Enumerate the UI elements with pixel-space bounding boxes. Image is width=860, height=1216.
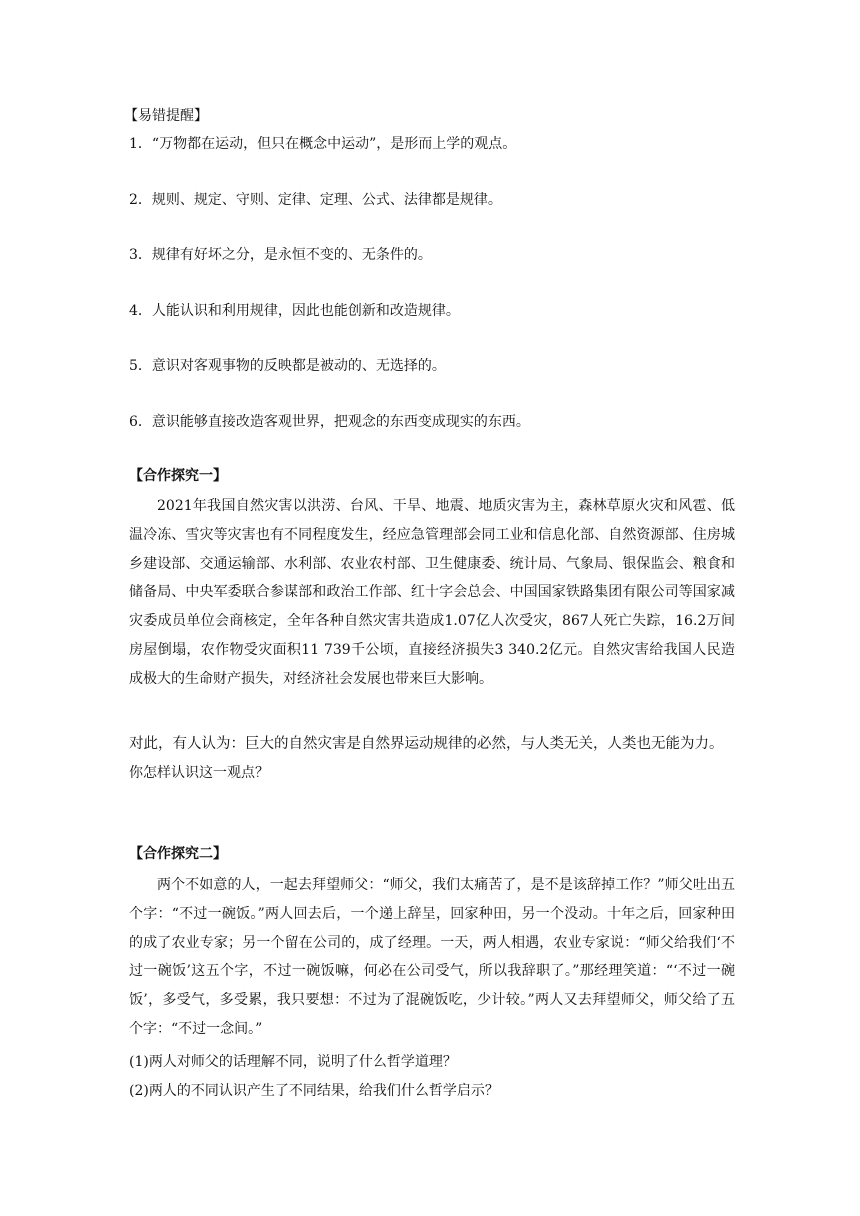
explore2-question-2: (2)两人的不同认识产生了不同结果，给我们什么哲学启示？ xyxy=(129,1083,499,1099)
tip-item-6: 6．意识能够直接改造客观世界，把观念的东西变成现实的东西。 xyxy=(129,414,530,430)
tips-heading: 【易错提醒】 xyxy=(124,108,208,124)
explore2-heading: 【合作探究二】 xyxy=(129,846,227,862)
tip-item-5: 5．意识对客观事物的反映都是被动的、无选择的。 xyxy=(129,358,446,374)
explore1-heading: 【合作探究一】 xyxy=(129,468,227,484)
tip-item-3: 3．规律有好坏之分，是永恒不变的、无条件的。 xyxy=(129,247,432,263)
tip-item-2: 2．规则、规定、守则、定律、定理、公式、法律都是规律。 xyxy=(129,192,502,208)
explore2-question-1: (1)两人对师父的话理解不同，说明了什么哲学道理？ xyxy=(129,1054,457,1070)
explore1-question-line2: 你怎样认识这一观点？ xyxy=(129,765,269,781)
explore1-question-line1: 对此，有人认为：巨大的自然灾害是自然界运动规律的必然，与人类无关，人类也无能为力。 xyxy=(129,736,724,752)
explore1-paragraph: 2021年我国自然灾害以洪涝、台风、干旱、地震、地质灾害为主，森林草原火灾和风雹、低温冷冻、雪灾等灾害也有不同程度发生，经应急管理部会同工业和信息化部、自然资源部、住房城乡建设部、交通运输部、水利部、农业农村部、卫生健康委、统计局、气象局、银保监会、粮食和储备局、中央军委联合参谋部和政治工作部、红十字会总会、中国国家铁路集团有限公司等国家减灾委成员单位会商核定，全年各种自然灾害共造成1.07亿人次受灾，867人死亡失踪，16.2万间房屋倒塌，农作物受灾面积11 739千公顷，直接经济损失3 340.2亿元。自然灾害给我国人民造成极大的生命财产损失，对经济社会发展也带来巨大影响。 xyxy=(129,498,735,687)
explore2-paragraph: 两个不如意的人，一起去拜望师父：“师父，我们太痛苦了，是不是该辞掉工作？”师父吐出五个字：“不过一碗饭。”两人回去后，一个递上辞呈，回家种田，另一个没动。十年之后，回家种田的成了农业专家；另一个留在公司的，成了经理。一天，两人相遇，农业专家说：“师父给我们‘不过一碗饭’这五个字，不过一碗饭嘛，何必在公司受气，所以我辞职了。”那经理笑道：“‘不过一碗饭’，多受气，多受累，我只要想：不过为了混碗饭吃，少计较。”两人又去拜望师父，师父给了五个字：“不过一念间。” xyxy=(129,877,735,1037)
tip-item-1: 1．“万物都在运动，但只在概念中运动”，是形而上学的观点。 xyxy=(129,136,517,152)
tip-item-4: 4．人能认识和利用规律，因此也能创新和改造规律。 xyxy=(129,303,460,319)
